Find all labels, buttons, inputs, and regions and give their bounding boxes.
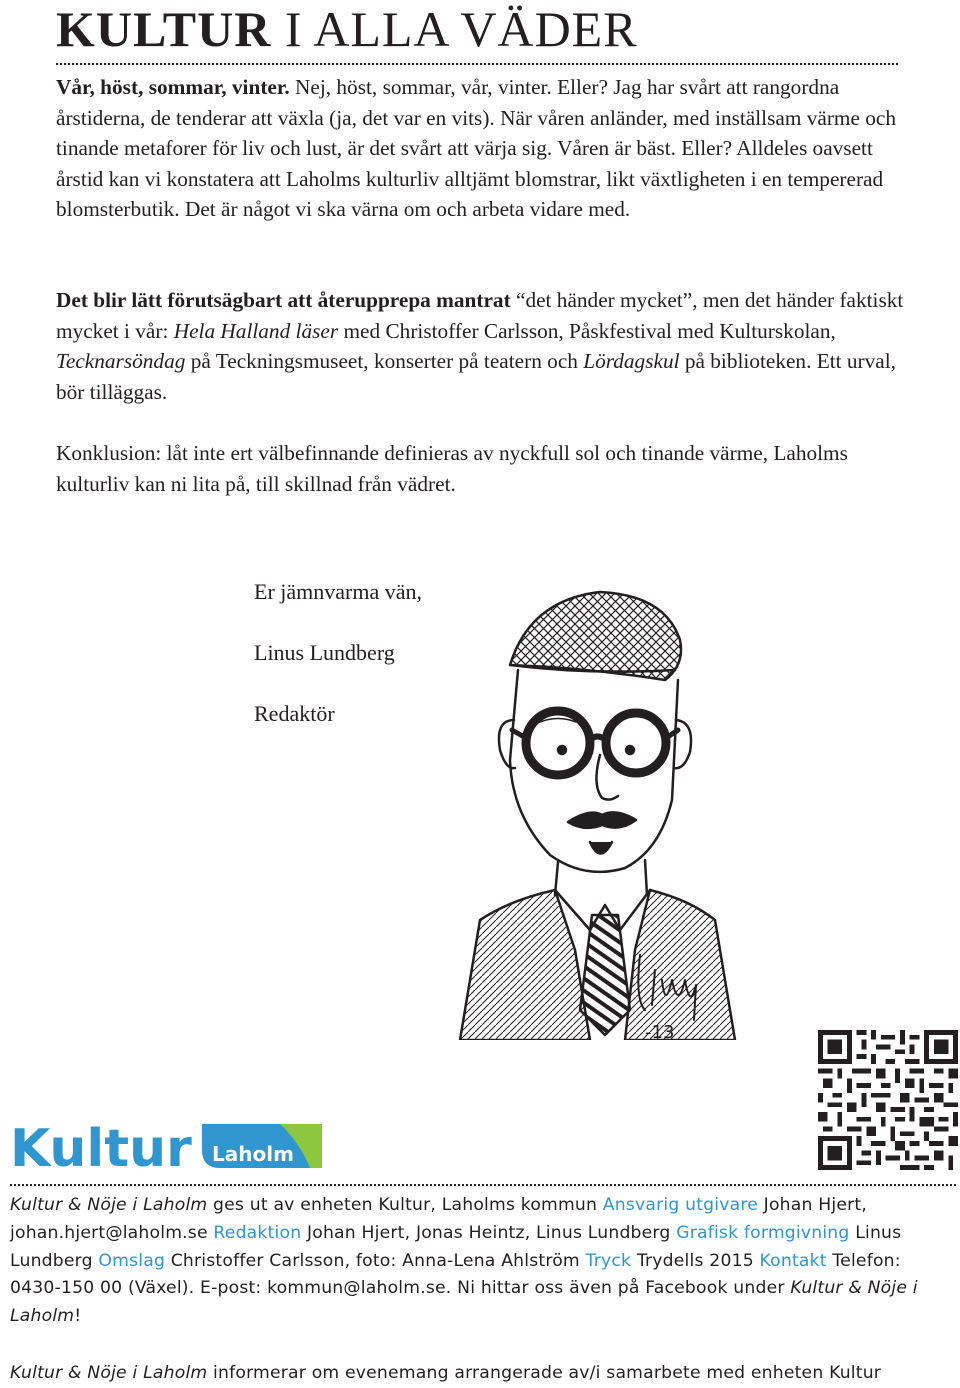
necktie (580, 915, 630, 1035)
page-title: KULTUR I ALLA VÄDER (56, 1, 638, 57)
credits-label-cover: Omslag (98, 1250, 166, 1271)
event-lordagskul: Lördagskul (583, 349, 680, 373)
credits-publication: Kultur & Nöje i Laholm (10, 1195, 208, 1215)
credits-divider (10, 1184, 956, 1186)
signature-greeting: Er jämnvarma vän, (254, 579, 422, 604)
qr-code[interactable] (818, 1030, 958, 1170)
jacket-left (460, 890, 590, 1040)
mustache (568, 812, 636, 827)
artist-year: -13 (645, 1022, 675, 1040)
logo-place: Laholm (212, 1142, 294, 1166)
credits-label-design: Grafisk formgivning (676, 1222, 850, 1243)
logo-word: Kultur (10, 1119, 192, 1170)
kultur-laholm-logo[interactable] (10, 1118, 322, 1170)
signature-role: Redaktör (254, 701, 335, 726)
intro-lead: Vår, höst, sommar, vinter. (56, 75, 290, 99)
events-lead: Det blir lätt förutsägbart att återupprepa mantrat (56, 288, 511, 312)
credits-label-responsible: Ansvarig utgivare (602, 1195, 758, 1215)
event-tecknarsondag: Tecknarsöndag (56, 349, 186, 373)
jacket-right (625, 890, 735, 1040)
credits-label-editorial: Redaktion (213, 1222, 302, 1243)
intro-paragraph (56, 72, 916, 225)
credits-block: Kultur & Nöje i Laholm ges ut av enheten Kultur, Laholms kommun Ansvarig utgivare Johan Hjert, johan.hjert@laholm.se Redaktion Johan Hjert, Jonas Heintz, Linus Lundberg Grafisk formgivning Linus Lundberg Omslag Christoffer Carlsson, foto: Anna-Lena Ahlström Tryck Trydells 2015 Kontakt Telefon: 0430-150 00 (Växel). E-post: kommun@laholm.se. Ni hittar oss även på Facebook under Kultur & Nöje i Laholm! (10, 1195, 918, 1327)
credits-label-print: Tryck (585, 1250, 632, 1271)
events-paragraph: Det blir lätt förutsägbart att återupprepa mantrat “det händer mycket”, men det händer faktiskt mycket i vår: Hela Halland läser med Christoffer Carlsson, Påskfestival med Kulturskolan, Tecknarsöndag på Teckningsmuseet, konserter på teatern och Lördagskul på biblioteken. Ett urval, bör tilläggas. (56, 288, 904, 404)
intro-body: Nej, höst, sommar, vår, vinter. Eller? Jag har svårt att rangordna årstiderna, de tenderar att växla (ja, det var en vits). När våren anländer, med inställsam värme och tinande metaforer för liv och lust, är det svårt att värja sig. Våren är bäst. Eller? Alldeles oavsett årstid kan vi konstatera att Laholms kulturliv alltjämt blomstrar, likt växtligheten i en tempererad blomsterbutik. Det är något vi ska värna om och arbeta vidare med. (56, 75, 897, 221)
glasses-right-lens (606, 713, 666, 773)
title-divider (56, 63, 898, 65)
event-hela-halland: Hela Halland läser (173, 318, 339, 343)
credits-label-contact: Kontakt (759, 1250, 827, 1271)
conclusion-paragraph: Konklusion: låt inte ert välbefinnande definieras av nyckfull sol och tinande värme, Laholms kulturliv kan ni lita på, till skillnad från vädret. (56, 441, 848, 496)
signature-name: Linus Lundberg (254, 640, 395, 665)
editor-portrait-illustration (440, 570, 740, 1040)
footer-publication: Kultur & Nöje i Laholm (10, 1363, 208, 1383)
glasses-left-lens (526, 711, 590, 775)
footer-note: Kultur & Nöje i Laholm informerar om evenemang arrangerade av/i samarbete med enheten Kultur (10, 1363, 882, 1383)
